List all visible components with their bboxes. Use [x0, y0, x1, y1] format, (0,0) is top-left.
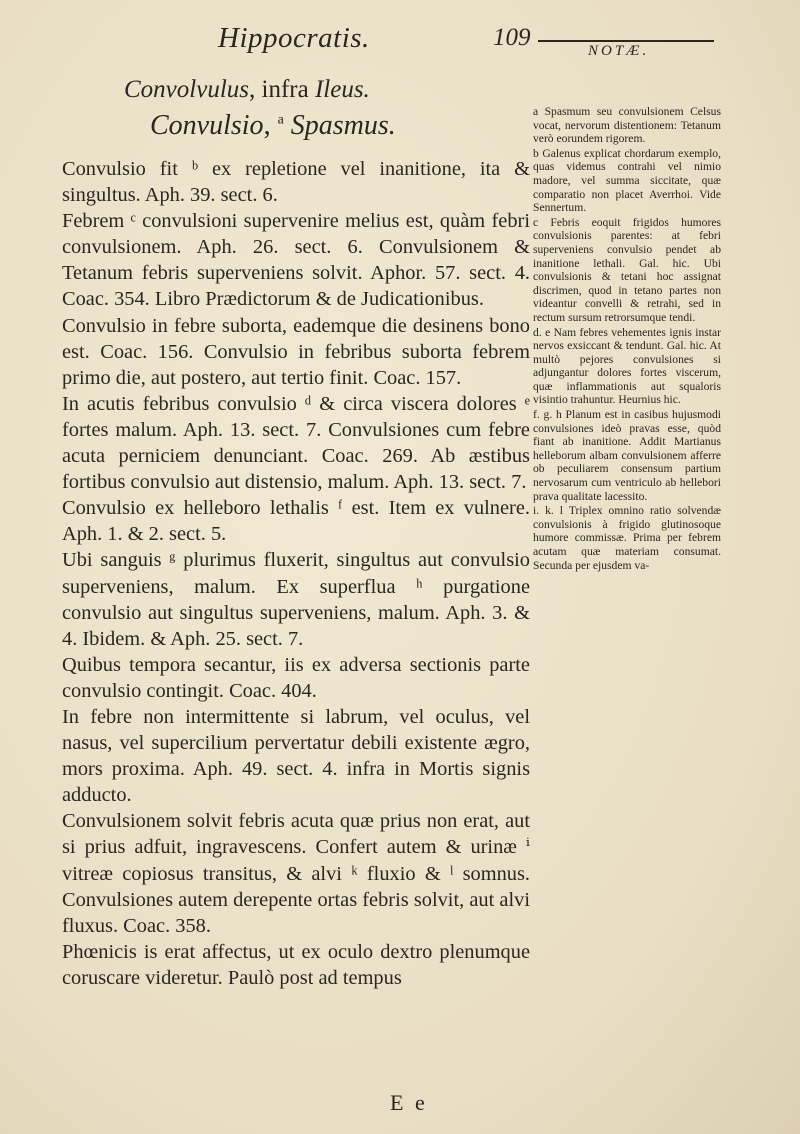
- main-paragraph: Convulsio in febre suborta, eademque die desinens bono est. Coac. 156. Convulsio in febribus suborta febrem primo die, aut postero, aut tertio finit. Coac. 157.: [62, 314, 530, 389]
- main-paragraph: Quibus tempora secantur, iis ex adversa sectionis parte convulsio contingit. Coac. 404.: [62, 653, 530, 702]
- main-paragraph: In febre non intermittente si labrum, vel oculus, vel nasus, vel supercilium pervertatur debili existente ægro, mors proxima. Aph. 49. sect. 4. infra in Mortis signis adducto.: [62, 705, 530, 807]
- heading-note-mark: a: [277, 112, 284, 128]
- note-item: a Spasmum seu convulsionem Celsus vocat, nervorum distentionem: Tetanum verò eorundem rigorem.: [533, 105, 721, 146]
- header-rule: [538, 40, 714, 42]
- heading-convolvulus: [124, 76, 370, 104]
- heading-convulsio: [150, 110, 396, 142]
- note-item: f. g. h Planum est in casibus hujusmodi convulsiones ideò pravas esse, quòd fiant ab inanitione. Addit Martianus helleborum albam convulsionem afferre ob peculiarem consensum partium nervosarum cum ventriculo ab hellebori prava qualitate lacessito.: [533, 408, 721, 503]
- main-paragraph: Febrem ᶜ convulsioni supervenire melius est, quàm febri convulsionem. Aph. 26. sect. 6. Convulsionem & Tetanum febris superveniens solvit. Aphor. 57. sect. 4. Coac. 354. Libro Prædictorum & de Judicationibus.: [62, 210, 530, 311]
- notes-column: [533, 105, 721, 573]
- heading-infra: , infra: [249, 76, 315, 103]
- catchword: E e: [390, 1090, 428, 1115]
- main-paragraph: Phœnicis is erat affectus, ut ex oculo dextro plenumque coruscare videretur. Paulò post ad tempus: [62, 940, 530, 989]
- note-item: c Febris eoquit frigidos humores convulsionis parentes: at febri superveniens convulsio pendet ab inanitione lethali. Gal. hic. Ubi convulsionis & tetani hoc assignat discrimen, quod in tetano partes non videantur convelli & retrahi, sed in rectum sursum retrorsumque tendi.: [533, 215, 721, 324]
- main-paragraph: Ubi sanguis ᵍ plurimus fluxerit, singultus aut convulsio superveniens, malum. Ex superflua ʰ purgatione convulsio aut singultus superveniens, malum. Aph. 3. & 4. Ibidem. & Aph. 25. sect. 7.: [62, 549, 530, 650]
- note-item: d. e Nam febres vehementes ignis instar nervos exsiccant & tendunt. Gal. hic. At multò pejores convulsiones si adjungantur dolores fortes viscerum, quæ inflammationis aut squaloris visintio trahuntur. Heurnius hic.: [533, 325, 721, 407]
- note-item: b Galenus explicat chordarum exemplo, quas videmus contrahi vel nimio madore, vel summa siccitate, quæ comparatio non placet Averrhoi. Vide Sennertum.: [533, 146, 721, 215]
- notes-label: NOTÆ.: [588, 43, 650, 59]
- heading-convulsio-word: Convulsio: [150, 110, 264, 141]
- page-number: 109: [493, 24, 531, 51]
- heading-comma: ,: [263, 110, 278, 141]
- heading-spasmus: Spasmus.: [283, 110, 396, 141]
- main-text-column: [62, 156, 530, 991]
- running-title: Hippocratis.: [218, 22, 370, 54]
- note-item: i. k. l Triplex omnino ratio solvendæ convulsionis à frigido glutinosoque humore commissæ. Prima per febrem acutam quæ materiam consumat. Secunda per ejusdem va-: [533, 504, 721, 572]
- heading-convolvulus-word: Convolvulus: [124, 76, 249, 103]
- main-paragraph: Convulsio ex helleboro lethalis ᶠ est. Item ex vulnere. Aph. 1. & 2. sect. 5.: [62, 497, 530, 546]
- main-paragraph: Convulsionem solvit febris acuta quæ prius non erat, aut si prius adfuit, ingravescens. Confert autem & urinæ ⁱ vitreæ copiosus transitus, & alvi ᵏ fluxio & ˡ somnus. Convulsiones autem derepente ortas febris solvit, aut alvi fluxus. Coac. 358.: [62, 810, 530, 937]
- main-paragraph: Convulsio fit ᵇ ex repletione vel inanitione, ita & singultus. Aph. 39. sect. 6.: [62, 158, 530, 207]
- main-paragraph: In acutis febribus convulsio ᵈ & circa viscera dolores ᵉ fortes malum. Aph. 13. sect. 7. Convulsiones cum febre acuta perniciem denunciant. Coac. 269. Ab æstibus fortibus convulsio aut distensio, malum. Aph. 13. sect. 7.: [62, 392, 530, 494]
- heading-ileus: Ileus.: [314, 76, 370, 103]
